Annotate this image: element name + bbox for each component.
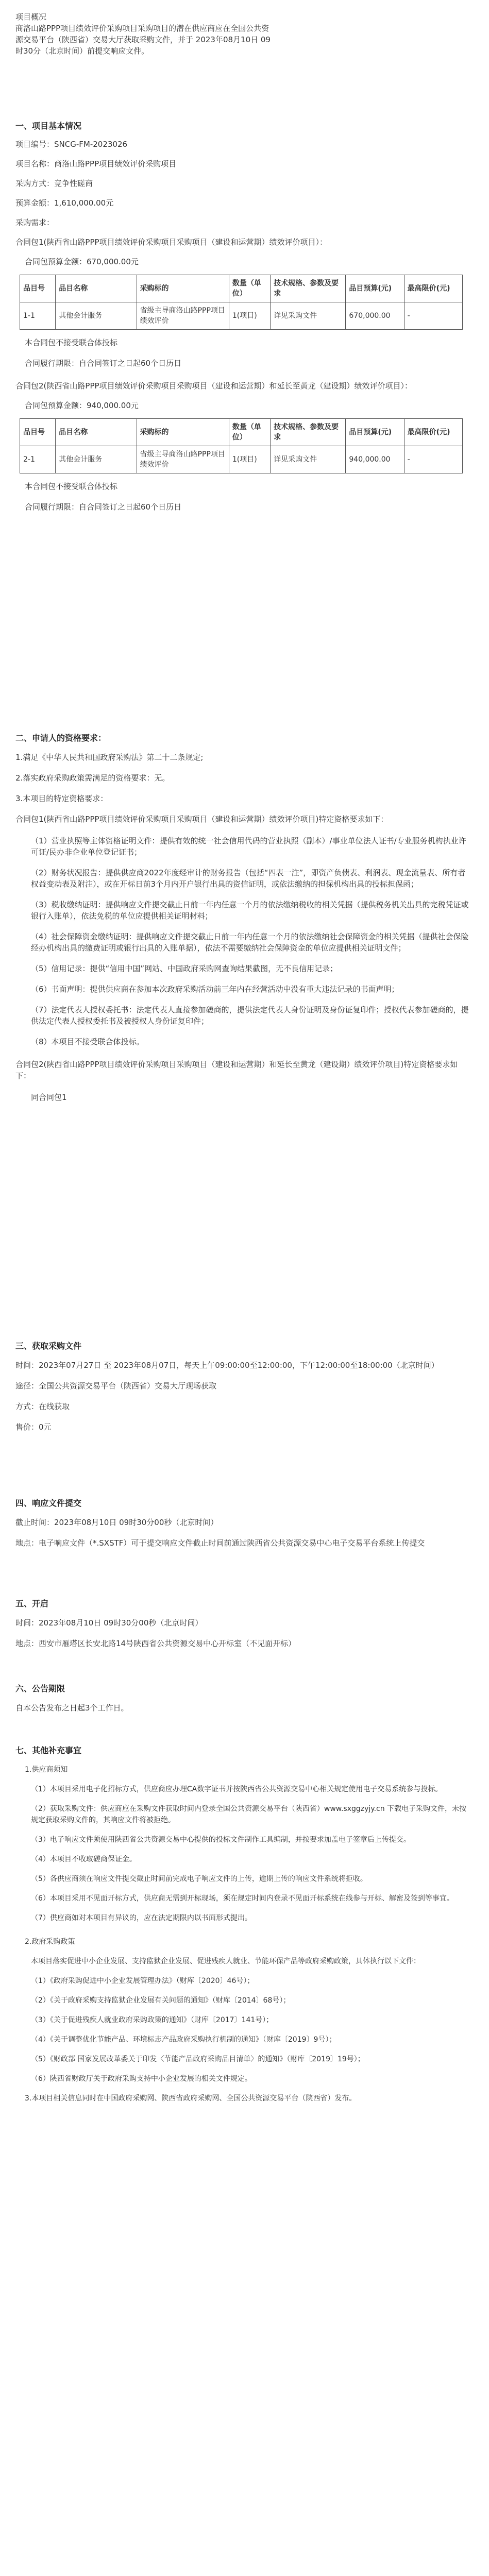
table-header: 最高限价(元)	[404, 275, 462, 302]
package2-title: 合同包2(陕西省山路PPP项目绩效评价采购项目采购项目（建设和运营期）和延长至黄龙（建设期）绩效评价项目）：	[15, 381, 413, 391]
qualification-item: 合同包2(陕西省山路PPP项目绩效评价采购项目采购项目（建设和运营期）和延长至黄龙（建设期）绩效评价项目)特定资格要求如下：	[15, 1060, 458, 1080]
supplement-item: （4）本项目不收取磋商保证金。	[31, 1855, 137, 1863]
project-name: 项目名称：商洛山路PPP项目绩效评价采购项目	[15, 159, 177, 168]
table-header-row	[20, 275, 463, 302]
package2-period: 合同履行期限：自合同签订之日起60个日历日	[25, 502, 182, 512]
table-header: 品目号	[20, 275, 56, 302]
table-header: 品目名称	[56, 419, 137, 446]
supplement-item: （2）《关于政府采购支持监狱企业发展有关问题的通知》（财库〔2014〕68号）；	[31, 1996, 291, 2005]
table-cell: -	[404, 446, 462, 473]
table-header: 品目预算(元)	[346, 419, 404, 446]
table-cell: 省级主导商洛山路PPP项目绩效评价	[137, 446, 229, 473]
section-title: 六、公告期限	[15, 1684, 65, 1693]
table-header: 品目预算(元)	[346, 275, 404, 302]
overview-intro: 商洛山路PPP项目绩效评价采购项目采购项目的潜在供应商应在全国公共资源交易平台（陕西省）交易大厅获取采购文件，并于 2023年08月10日 09时30分（北京时间）前提交响应文件。	[15, 24, 271, 56]
table-cell: 670,000.00	[346, 302, 404, 330]
table-header: 采购标的	[137, 419, 229, 446]
table-cell: 2-1	[20, 446, 56, 473]
table-cell: 其他会计服务	[56, 446, 137, 473]
qualification-item: （4）社会保障资金缴纳证明：提供响应文件提交截止日前一年内任意一个月的依法缴纳社会保障资金的相关凭据（提供社会保险经办机构出具的缴费证明或银行出具的入账单据），依法不需要缴纳社会保障资金的单位应提供相关证明文件；	[31, 932, 469, 953]
qualification-item: 3.本项目的特定资格要求：	[15, 794, 108, 803]
table-header: 数量（单位）	[229, 275, 270, 302]
table-header-row	[20, 419, 463, 446]
supplement-item: （4）《关于调整优化节能产品、环境标志产品政府采购执行机制的通知》（财库〔2019〕9号）；	[31, 2036, 336, 2044]
package1-table	[20, 275, 463, 330]
notice-period-section	[15, 1682, 469, 1714]
table-cell: 1-1	[20, 302, 56, 330]
package1-budget: 合同包预算金额：670,000.00元	[25, 257, 139, 266]
table-header: 采购标的	[137, 275, 229, 302]
qualification-item: （5）信用记录：提供“信用中国”网站、中国政府采购网查询结果截图，无不良信用记录；	[31, 964, 338, 973]
table-cell: 1(项目)	[229, 302, 270, 330]
obtain-price: 售价：0元	[15, 1422, 52, 1432]
supplementary-section	[15, 1744, 469, 2104]
opening-time: 时间：2023年08月10日 09时30分00秒（北京时间）	[15, 1618, 203, 1628]
supplement-item: 1.供应商须知	[25, 1766, 68, 1774]
table-cell: 其他会计服务	[56, 302, 137, 330]
procurement-needs: 采购需求：	[15, 218, 55, 227]
qualification-item: 1.满足《中华人民共和国政府采购法》第二十二条规定;	[15, 753, 204, 762]
submission-section	[15, 1497, 469, 1549]
obtain-documents-section	[15, 1340, 469, 1433]
table-header: 品目名称	[56, 275, 137, 302]
supplement-item: （2）获取采购文件：供应商应在采购文件获取时间内登录全国公共资源交易平台（陕西省）www.sxggzyjy.cn 下载电子采购文件，未按规定获取采购文件的，其响应文件将被拒绝。	[31, 1805, 467, 1824]
qualification-item: 合同包1(陕西省山路PPP项目绩效评价采购项目采购项目（建设和运营期）绩效评价项目)特定资格要求如下：	[15, 815, 389, 824]
qualification-item: 2.落实政府采购政策需满足的资格要求：无。	[15, 773, 170, 783]
table-header: 技术规格、参数及要求	[271, 419, 346, 446]
supplement-item: 2.政府采购政策	[25, 1938, 75, 1946]
table-header: 最高限价(元)	[404, 419, 462, 446]
submission-deadline: 截止时间：2023年08月10日 09时30分00秒（北京时间）	[15, 1518, 218, 1527]
submission-location: 地点：电子响应文件（*.SXSTF）可于提交响应文件截止时间前通过陕西省公共资源交易中心电子交易平台系统上传提交	[15, 1538, 425, 1548]
table-cell: 详见采购文件	[271, 302, 346, 330]
supplement-item: （6）陕西省财政厅关于政府采购支持中小企业发展的相关文件规定。	[31, 2075, 252, 2083]
section-title: 一、项目基本情况	[15, 121, 82, 131]
section-title: 五、开启	[15, 1599, 49, 1608]
table-cell: 1(项目)	[229, 446, 270, 473]
table-cell: 940,000.00	[346, 446, 404, 473]
table-row	[20, 446, 463, 473]
opening-location: 地点：西安市雁塔区长安北路14号陕西省公共资源交易中心开标室（不见面开标）	[15, 1639, 296, 1648]
qualification-item: （1）营业执照等主体资格证明文件：提供有效的统一社会信用代码的营业执照（副本）/事业单位法人证书/专业服务机构执业许可证/民办非企业单位登记证书；	[31, 836, 466, 857]
qualification-item: （8）本项目不接受联合体投标。	[31, 1037, 144, 1046]
opening-section	[15, 1597, 469, 1649]
table-row	[20, 302, 463, 330]
table-header: 数量（单位）	[229, 419, 270, 446]
section-title: 七、其他补充事宜	[15, 1745, 82, 1755]
table-header: 技术规格、参数及要求	[271, 275, 346, 302]
package1-period: 合同履行期限：自合同签订之日起60个日历日	[25, 359, 182, 368]
table-cell: -	[404, 302, 462, 330]
project-basic-section	[15, 120, 469, 513]
qualification-item: （6）书面声明：提供供应商在参加本次政府采购活动前三年内在经营活动中没有重大违法记录的书面声明；	[31, 985, 399, 994]
package1-title: 合同包1(陕西省山路PPP项目绩效评价采购项目采购项目（建设和运营期）绩效评价项目）：	[15, 238, 328, 247]
section-title: 四、响应文件提交	[15, 1498, 82, 1508]
supplement-item: （6）本项目采用不见面开标方式，供应商无需到开标现场，须在规定时间内登录不见面开标系统在线参与开标、解密及签到等事宜。	[31, 1894, 454, 1903]
overview-heading: 项目概况	[15, 12, 47, 22]
obtain-time: 时间：2023年07月27日 至 2023年08月07日，每天上午09:00:00至12:00:00，下午12:00:00至18:00:00（北京时间）	[15, 1361, 439, 1370]
overview-section	[15, 11, 469, 57]
section-title: 二、申请人的资格要求：	[15, 733, 107, 743]
project-number: 项目编号：SNCG-FM-2023026	[15, 140, 128, 149]
qualification-item: （7）法定代表人授权委托书：法定代表人直接参加磋商的，提供法定代表人身份证明及身份证复印件；授权代表参加磋商的，提供法定代表人授权委托书及被授权人身份证复印件；	[31, 1005, 469, 1026]
supplement-item: （7）供应商如对本项目有异议的，应在法定期限内以书面形式提出。	[31, 1914, 252, 1922]
package2-table	[20, 418, 463, 473]
table-cell: 省级主导商洛山路PPP项目绩效评价	[137, 302, 229, 330]
qualification-item: （2）财务状况报告：提供供应商2022年度经审计的财务报告（包括“四表一注”，即资产负债表、利润表、现金流量表、所有者权益变动表及附注），或在开标日前3个月内开户银行出具的资信证明，或依法缴纳的担保机构出具的投标担保函；	[31, 868, 466, 889]
supplement-item: 3.本项目相关信息同时在中国政府采购网、陕西省政府采购网、全国公共资源交易平台（陕西省）发布。	[25, 2094, 357, 2103]
supplement-item: （1）《政府采购促进中小企业发展管理办法》（财库〔2020〕46号）；	[31, 1977, 255, 1985]
section-title: 三、获取采购文件	[15, 1341, 82, 1351]
table-header: 品目号	[20, 419, 56, 446]
package1-joint-note: 本合同包不接受联合体投标	[25, 338, 118, 347]
package2-joint-note: 本合同包不接受联合体投标	[25, 482, 118, 491]
supplement-item: （3）电子响应文件须使用陕西省公共资源交易中心提供的投标文件制作工具编制，并按要求加盖电子签章后上传提交。	[31, 1836, 411, 1844]
supplement-item: （5）各供应商须在响应文件提交截止时间前完成电子响应文件的上传，逾期上传的响应文件系统将拒收。	[31, 1875, 367, 1883]
supplement-item: （3）《关于促进残疾人就业政府采购政策的通知》（财库〔2017〕141号）；	[31, 2016, 274, 2024]
supplement-item: 本项目落实促进中小企业发展、支持监狱企业发展、促进残疾人就业、节能环保产品等政府采购政策，具体执行以下文件：	[31, 1957, 420, 1965]
supplement-item: （5）《财政部 国家发展改革委关于印发〈节能产品政府采购品目清单〉的通知》（财库〔2019〕19号）；	[31, 2055, 365, 2063]
obtain-method: 方式：在线获取	[15, 1402, 70, 1411]
procurement-method: 采购方式：竞争性磋商	[15, 179, 93, 188]
supplement-item: （1）本项目采用电子化招标方式，供应商应办理CA数字证书并按陕西省公共资源交易中心相关规定使用电子交易系统参与投标。	[31, 1785, 443, 1793]
qualification-section	[15, 732, 469, 1103]
qualification-item: （3）税收缴纳证明：提供响应文件提交截止日前一年内任意一个月的依法缴纳税收的相关凭据（提供税务机关出具的完税凭证或银行入账单），依法免税的单位应提供相关证明材料；	[31, 900, 469, 921]
qualification-item: 同合同包1	[31, 1093, 67, 1102]
package2-budget: 合同包预算金额：940,000.00元	[25, 401, 139, 410]
budget-amount: 预算金额：1,610,000.00元	[15, 198, 114, 208]
obtain-channel: 途径：全国公共资源交易平台（陕西省）交易大厅现场获取	[15, 1381, 217, 1391]
table-cell: 详见采购文件	[271, 446, 346, 473]
notice-period: 自本公告发布之日起3个工作日。	[15, 1703, 129, 1713]
